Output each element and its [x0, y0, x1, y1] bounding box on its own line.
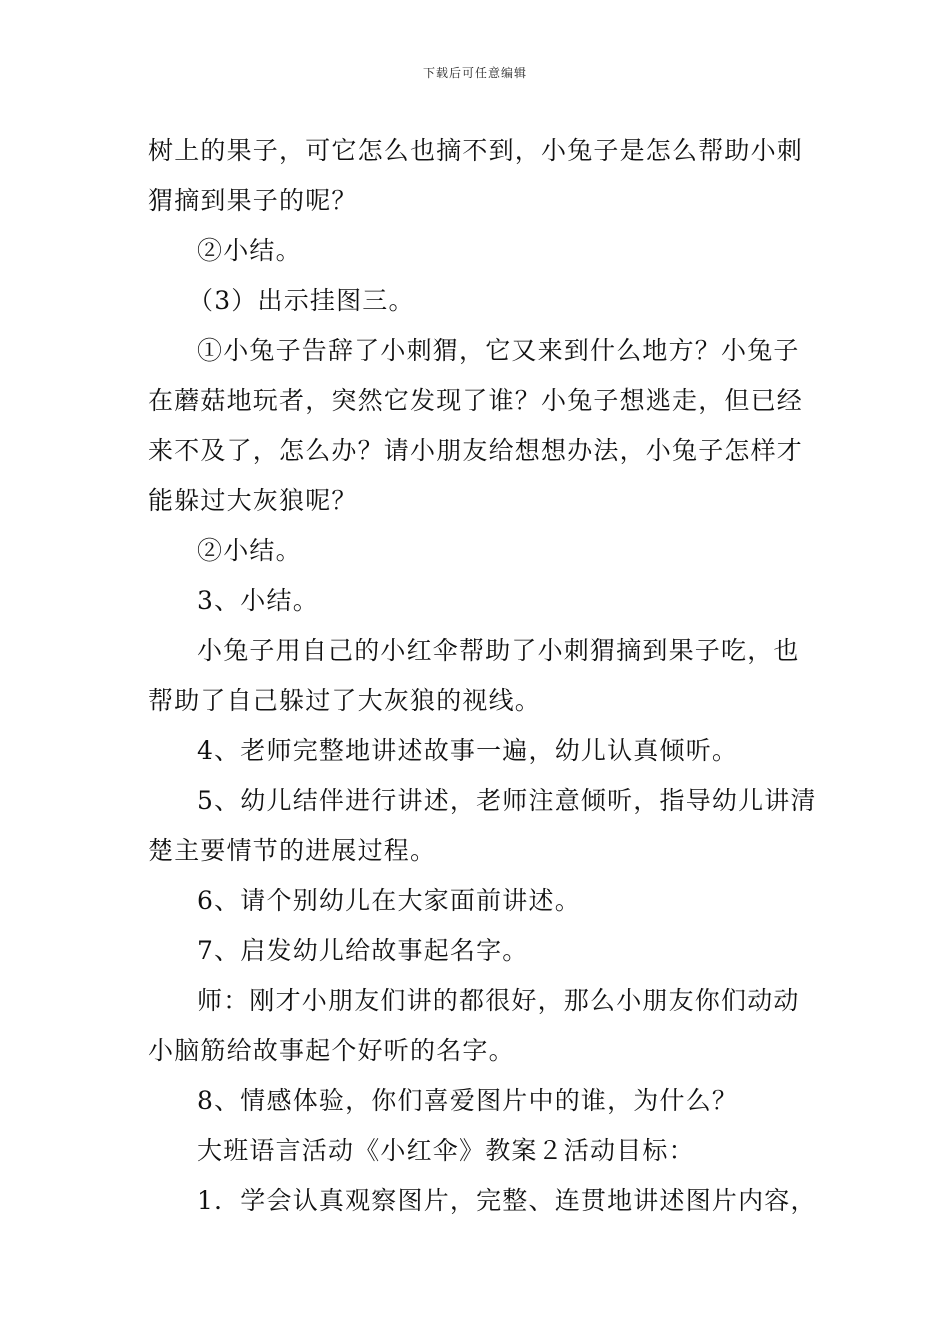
text-line: 在蘑菇地玩者，突然它发现了谁？小兔子想逃走，但已经: [148, 386, 804, 415]
text-line: 4、老师完整地讲述故事一遍，幼儿认真倾听。: [197, 736, 739, 765]
text-line: 6、请个别幼儿在大家面前讲述。: [197, 886, 581, 915]
text-line: ①小兔子告辞了小刺猬，它又来到什么地方？小兔子: [197, 336, 800, 365]
text-line: 猬摘到果子的呢？: [148, 186, 358, 215]
text-line: 师：刚才小朋友们讲的都很好，那么小朋友你们动动: [197, 986, 800, 1015]
text-line: （3）出示挂图三。: [188, 286, 415, 315]
text-line: 树上的果子，可它怎么也摘不到，小兔子是怎么帮助小刺: [148, 136, 804, 165]
text-line: 大班语言活动《小红伞》教案２活动目标：: [197, 1136, 695, 1165]
text-line: 3、小结。: [197, 586, 319, 615]
page-header: 下载后可任意编辑: [422, 66, 527, 80]
text-line: 能躲过大灰狼呢？: [148, 486, 358, 515]
text-line: 5、幼儿结伴进行讲述，老师注意倾听，指导幼儿讲清: [197, 786, 817, 815]
text-line: ②小结。: [197, 536, 302, 565]
text-line: ②小结。: [197, 236, 302, 265]
text-line: 7、启发幼儿给故事起名字。: [197, 936, 529, 965]
text-line: 8、情感体验，你们喜爱图片中的谁，为什么？: [197, 1086, 739, 1115]
text-line: 小兔子用自己的小红伞帮助了小刺猬摘到果子吃，也: [197, 636, 800, 665]
text-line: 楚主要情节的进展过程。: [148, 836, 437, 865]
text-line: 来不及了，怎么办？请小朋友给想想办法，小兔子怎样才: [148, 436, 804, 465]
document-body: [148, 126, 817, 1226]
text-line: 1．学会认真观察图片，完整、连贯地讲述图片内容，: [197, 1186, 817, 1215]
text-line: 小脑筋给故事起个好听的名字。: [148, 1036, 515, 1065]
text-line: 帮助了自己躲过了大灰狼的视线。: [148, 686, 542, 715]
